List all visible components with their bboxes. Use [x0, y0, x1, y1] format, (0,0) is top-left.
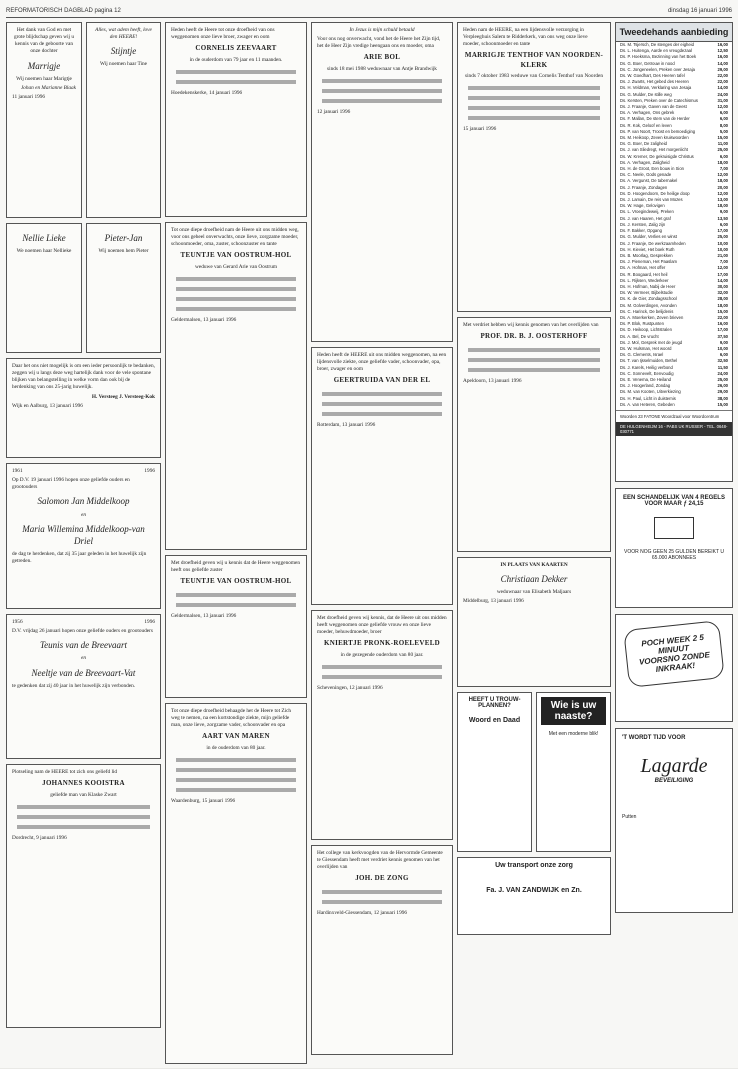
book-row: Ds. J. Fraanje, Zondagen 20,00: [620, 184, 728, 190]
death-notice-zeevaart: [165, 22, 307, 217]
book-row: Ds. H. Paul, Licht in duisternis 38,00: [620, 395, 728, 401]
notice-name: JOHANNES KOOISTRA: [42, 779, 125, 788]
notice-name: Nellie Lieke: [22, 233, 66, 243]
book-row: Ds. Kersten, Preken over de Catechismus 31,00: [620, 97, 728, 103]
book-row: Ds. A. Verhagen, Ons gebrek 6,00: [620, 110, 728, 116]
notice-date: 12 januari 1996: [317, 109, 351, 115]
book-row: Ds. H. Kieviet, Het boek Ruth 10,00: [620, 246, 728, 252]
death-notice-dekker: [457, 557, 611, 687]
book-row: Ds. F. Bakker, Opgang 17,00: [620, 228, 728, 234]
notice-title: Alles, wat adem heeft, love den HEERE!: [95, 27, 152, 41]
notice-name: Pieter-Jan: [104, 233, 143, 243]
book-row: Ds. M. van Kooten, Uitverkiezing 29,00: [620, 389, 728, 395]
notice-and: en: [81, 655, 86, 662]
book-row: Ds. L. Vroegindeweij, Preken 9,00: [620, 209, 728, 215]
notice-name: TEUNTJE VAN OOSTRUM-HOL: [180, 577, 292, 586]
book-row: Ds. J. Zwarts, Het gebed des Heeren 22,00: [620, 79, 728, 85]
death-notice-oostrum-2: [165, 555, 307, 698]
notice-date: Hardinxveld-Giessendam, 12 januari 1996: [317, 909, 408, 916]
ad-title: 'T WORDT TIJD VOOR: [622, 735, 686, 741]
notice-title: IN PLAATS VAN KAARTEN: [500, 562, 568, 568]
notice-date: Middelburg, 13 januari 1996: [463, 598, 524, 605]
ad-title: POCH WEEK 2 5 MINUUT VOORSNO ZONDE INKRAAK!: [623, 620, 725, 688]
column-1: [6, 22, 161, 1033]
notice-sign: Johan en Marianne Blaak: [20, 84, 76, 91]
book-row: Ds. W. Vermeer, Bijbelstudie 32,00: [620, 290, 728, 296]
year-end: 1996: [144, 468, 155, 474]
notice-sub: Wij noemen haar Tine: [99, 61, 147, 68]
notice-date: Waardenburg, 15 januari 1996: [171, 798, 236, 804]
sidebar-title: Tweedehands aanbieding: [616, 23, 732, 42]
book-row: Ds. J. Kersten, Zalig zijn 6,00: [620, 221, 728, 227]
notice-sub: Wij noemen hem Pieter: [98, 248, 149, 255]
book-row: Ds. W. Kremer, De gekruisigde Christus 6,00: [620, 153, 728, 159]
ad-schandelijk: [615, 488, 733, 608]
ad-poch-week: [615, 614, 733, 722]
ad-cta: Woord en Daad: [468, 717, 521, 724]
header-right: dinsdag 16 januari 1996: [667, 8, 732, 14]
notice-sub: weduwe van Gerard Arie van Oostrum: [195, 263, 277, 270]
book-row: Ds. J. Pieneman, Het Paaslam 7,00: [620, 259, 728, 265]
notice-name: GEERTRUIDA VAN DER EL: [333, 376, 431, 385]
ad-brand: Lagarde: [640, 755, 708, 777]
book-row: Ds. M. Tsjersch, De stenges der eigheid 16,00: [620, 42, 728, 47]
ad-title: EEN SCHANDELIJK VAN 4 REGELS VOOR MAAR ƒ 24,15: [623, 495, 725, 507]
book-row: Ds. K. de Gier, Zondagsschool 28,00: [620, 296, 728, 302]
notice-name: Teunis van de Breevaart: [39, 640, 128, 651]
notice-name: JOH. DE ZONG: [355, 874, 409, 883]
notice-sub: sinds 7 oktober 1983 weduwe van Cornelis Tenthof van Noorden: [465, 73, 603, 80]
book-row: Ds. H. de Groot, Een bouw in Sion 7,00: [620, 166, 728, 172]
notice-sub: We noemen haar Nellieke: [16, 248, 72, 255]
notice-text-tail: te gedenken dat zij 40 jaar in het huwelijk zijn verbonden.: [12, 682, 136, 689]
sidebar-offer: [615, 22, 733, 482]
book-row: Ds. R. Boogaard, Het heil 17,00: [620, 271, 728, 277]
notice-text: Heden heeft de HEERE uit ons midden weggenomen, na een lijdensvolle ziekte, onze geliefde vader, schoonvader, opa, broer, zwager en oom: [317, 352, 447, 373]
notice-name-2: Maria Willemina Middelkoop-van Driel: [22, 523, 145, 546]
book-row: Ds. J. van Haaren, Het graf 13,50: [620, 215, 728, 221]
notice-date: Rotterdam, 13 januari 1996: [317, 421, 376, 428]
notice-text: D.V. vrijdag 26 januari hopen onze geliefde ouders en grootouders: [12, 628, 153, 635]
anniversary-notice-middelkoop: [6, 463, 161, 609]
page-header: [6, 6, 732, 18]
book-row: Ds. R. Kok, Geloof en leven 8,00: [620, 122, 728, 128]
death-notice-van-maren: [165, 703, 307, 1064]
notice-sub: in de ouderdom van 79 jaar en 11 maanden.: [189, 56, 283, 63]
book-row: Ds. E. Venema, De Heiland 25,00: [620, 376, 728, 382]
column-4: [457, 22, 611, 935]
thanks-notice: [6, 358, 161, 458]
death-notice-van-der-el: [311, 347, 453, 605]
notice-and: en: [81, 511, 86, 518]
book-row: Ds. G. Clements, Israel 6,00: [620, 352, 728, 358]
book-row: Ds. A. Hofman, Het offer 12,00: [620, 265, 728, 271]
book-row: Ds. F. Mallan, De stem van de Herder 6,00: [620, 116, 728, 122]
notice-text: Tot onze diepe droefheid behaagde het de Heere tot Zich weg te nemen, na een kortstondige ziekte, mijn geliefde man, onze lieve, zorgzame vader, schoonvader en opa: [171, 708, 292, 729]
notice-name: CORNELIS ZEEVAART: [195, 44, 277, 53]
book-row: Ds. A. Moerkerken, Zeven brieven 22,00: [620, 314, 728, 320]
ad-place: Putten: [622, 814, 637, 820]
death-notice-kooistra: [6, 764, 161, 1028]
notice-name-2: Neeltje van de Breevaart-Vat: [31, 667, 136, 678]
book-row: Ds. L. Huitenga, Aarde en vreugdezaal 12,50: [620, 48, 728, 54]
ad-title: HEEFT U TROUW-PLANNEN?: [468, 697, 521, 709]
notice-name: Stijntje: [110, 46, 137, 57]
book-row: Ds. G. Boer, Getrouw in nood 14,00: [620, 60, 728, 66]
notice-text: Plotseling nam de HEERE tot zich ons geliefd lid: [12, 769, 118, 775]
book-row: Ds. A. Vergunst, De tabernakel 18,00: [620, 178, 728, 184]
column-2: [165, 22, 307, 1069]
notice-sub: sinds 18 mei 1988 weduwnaar van Antje Brandwijk: [327, 65, 437, 72]
notice-text: Met droefheid geven wij u kennis dat de Heere weggenomen heeft ons geliefde zuster: [171, 560, 300, 574]
notice-text: Met verdriet hebben wij kennis genomen van het overlijden van: [463, 322, 599, 328]
notice-text: Tot onze diepe droefheid nam de Heere uit ons midden weg, voor ons geheel onverwachts, onze lieve, zorgzame moeder, schoonmoeder, oma, zuster, schoonzuster en tante: [171, 227, 299, 248]
book-row: Ds. J. Fraanje, Gaven van de Geest 12,00: [620, 104, 728, 110]
book-row: Ds. J. Mol, Gesprek met de jeugd 9,00: [620, 339, 728, 345]
book-row: Ds. A. Bel, De vrucht 37,50: [620, 333, 728, 339]
death-notice-de-zong: [311, 845, 453, 1055]
book-row: Ds. D. Heikoop, Lichtstralen 17,00: [620, 327, 728, 333]
book-row: Ds. W. Hage, Gelovigen 18,00: [620, 203, 728, 209]
birth-notice-stijntje: [86, 22, 161, 218]
notice-text-tail: de dag te herdenken, dat zij 35 jaar geleden in het huwelijk zijn getreden.: [12, 550, 147, 565]
notice-date: Scheveningen, 12 januari 1996: [317, 685, 383, 691]
book-row: Ds. P. Blok, Rustpunten 16,00: [620, 321, 728, 327]
ad-company: Fa. J. VAN ZANDWIJK en Zn.: [486, 887, 582, 894]
notice-name: KNIERTJE PRONK-ROELEVELD: [323, 639, 441, 648]
ad-trouwplannen: [457, 692, 532, 852]
notice-text: Op D.V. 19 januari 1996 hopen onze geliefde ouders en grootouders: [12, 477, 130, 491]
book-row: Ds. J. Fraanje, De werkzaamheden 10,00: [620, 240, 728, 246]
notice-text: Met droefheid geven wij kennis, dat de Heere uit ons midden heeft weggenomen onze geliefde vrouw en onze lieve moeder, behuwdmoeder, broer: [317, 615, 447, 636]
header-left: REFORMATORISCH DAGBLAD pagina 12: [6, 8, 121, 14]
sidebar-footer: DE HULGENHEIJM 16 - PABS UK RUSSER - TEL. 0648-030771: [616, 422, 732, 436]
year-start: 1961: [12, 468, 23, 474]
sidebar-note: Woorden 23 FATONE Woordzaal voor Woordcentrum: [616, 410, 732, 422]
notice-sub: in de ouderdom van 80 jaar.: [206, 744, 266, 751]
book-row: Ds. G. Boer, De zaligheid 11,00: [620, 141, 728, 147]
book-row: Ds. W. Goedhart, Des Heeren tafel 22,00: [620, 73, 728, 79]
ad-title: Uw transport onze zorg: [495, 862, 573, 869]
death-notice-oostrum: [165, 222, 307, 550]
book-row: Ds. A. Verhagen, Zaligheid 18,00: [620, 159, 728, 165]
book-row: Ds. C. Neele, Gods genade 12,00: [620, 172, 728, 178]
notice-text: Het college van kerkvoogden van de Hervormde Gemeente te Giessendam heeft met verdriet kennis genomen van het overlijden van: [317, 850, 443, 871]
book-row: Ds. G. Mulder, Verlies en winst 25,00: [620, 234, 728, 240]
notice-name: Salomon Jan Middelkoop: [37, 496, 130, 507]
death-notice-tenthof: [457, 22, 611, 312]
notice-name: ARIE BOL: [363, 53, 401, 62]
notice-title: Het dank van God en met grote blijdschap geven wij u kennis van de geboorte van onze dochter: [13, 27, 75, 55]
notice-date: Geldermalsen, 13 januari 1996: [171, 317, 237, 323]
book-row: Ds. B. Moorlag, Gesprekken 21,00: [620, 252, 728, 258]
notice-name: TEUNTJE VAN OOSTRUM-HOL: [180, 251, 292, 260]
notice-quote: In Jezus is mijn schuld betaald: [349, 27, 415, 33]
notice-sub: Wij noemen haar Marigtje: [16, 75, 72, 82]
anniversary-notice-breevaart: [6, 614, 161, 759]
notice-date: Dordrecht, 9 januari 1996: [12, 834, 67, 841]
book-row: Ds. P. van Noort, Troost en bemoediging 5,00: [620, 128, 728, 134]
ad-title: Wie is uw naaste?: [541, 697, 606, 725]
ad-sub: BEVEILIGING: [654, 778, 694, 784]
birth-notice-marrigje: [6, 22, 82, 218]
ad-wie-is-uw-naaste: [536, 692, 611, 852]
notice-text: Voor ons nog onverwacht, vond het de Heere het Zijn tijd, het de Heer Zijn vredige heengaan ons en moeder, oma: [317, 36, 441, 50]
notice-sub: in de gezegende ouderdom van 80 jaar.: [340, 651, 424, 658]
death-notice-pronk: [311, 610, 453, 840]
notice-sign: H. Versteeg J. Versteeg-Kok: [91, 393, 155, 400]
sidebar-ads: [615, 488, 733, 913]
notice-text: Heden nam de HEERE, na een lijdensvolle verzorging in Verpleeghuis Salem te Ridderkerk, van ons weg onze lieve moeder, schoonmoeder en tante: [463, 27, 588, 48]
death-notice-bol: [311, 22, 453, 342]
notice-name: PROF. DR. B. J. OOSTERHOFF: [480, 332, 588, 341]
ad-lagarde: [615, 728, 733, 913]
book-row: Ds. J. Karels, Heilig verbond 11,50: [620, 364, 728, 370]
notice-date: Geldermalsen, 13 januari 1996: [171, 612, 237, 619]
notice-sub: weduwnaar van Elisabeth Maljaars: [496, 589, 572, 596]
notice-name: Marrigje: [27, 60, 61, 71]
book-row: Ds. T. van Ijsselmuiden, Bethel 32,50: [620, 358, 728, 364]
book-row: Ds. L. Rijksen, Wederkeer 14,00: [620, 277, 728, 283]
column-3: [311, 22, 453, 1060]
book-row: Ds. J. Hoogerland, Zondag 26,00: [620, 383, 728, 389]
notice-text: Daar het ons niet mogelijk is om een ieder persoonlijk te bedanken, zeggen wij u langs deze weg hartelijk dank voor de vele spontane blijken van belangstelling in welke vorm dan ook bij de herdenking van ons 25-jarig huwelijk.: [12, 363, 155, 391]
notice-date: 11 januari 1996: [12, 93, 46, 100]
book-row: Ds. A. van Heteren, Gebeden 15,00: [620, 401, 728, 407]
notice-text: Heden heeft de Heere tot onze droefheid van ons weggenomen onze lieve broer, zwager en oom: [171, 27, 275, 41]
notice-date: Apeldoorn, 13 januari 1996: [463, 377, 522, 384]
book-row: Ds. H. Veldman, Verklaring van Jesaja 14,00: [620, 85, 728, 91]
book-row: Ds. C. Harinck, De belijdenis 15,00: [620, 308, 728, 314]
notice-name: AART VAN MAREN: [202, 732, 270, 741]
year-start: 1956: [12, 619, 23, 625]
death-notice-oosterhoff: [457, 317, 611, 552]
book-row: Ds. C. Sonnevelt, Eenvoudig 24,00: [620, 370, 728, 376]
notice-date: Hoedekenskerke, 14 januari 1996: [171, 89, 243, 96]
ad-cta: VOOR NOG GEEN 25 GULDEN BEREIKT U 65.000 ABONNEES: [624, 549, 724, 561]
year-end: 1996: [144, 619, 155, 625]
notice-name: Christiaan Dekker: [500, 574, 568, 585]
ad-transport: [457, 857, 611, 935]
book-row: Ds. H. Hofman, Nabij de Heer 30,00: [620, 283, 728, 289]
book-row: Ds. J. Lamain, De reis van Mozes 13,00: [620, 197, 728, 203]
ad-sub: Met een moderne blik!: [548, 731, 599, 737]
book-row: Ds. D. Hoogendoorn, De heilige doop 12,00: [620, 190, 728, 196]
notice-name: MARRIGJE TENTHOF VAN NOORDEN-KLERK: [464, 51, 604, 69]
book-row: Ds. C. Jongeneelen, Preken over Jesaja 29,00: [620, 66, 728, 72]
book-row: Ds. G. Mulder, De stille weg 24,00: [620, 91, 728, 97]
birth-notice-nellie: [6, 223, 82, 353]
book-row: Ds. M. Golverdingen, Avonden 18,00: [620, 302, 728, 308]
book-row: Ds. W. Hulsman, Het woord 10,00: [620, 345, 728, 351]
notice-place: Wijk en Aalburg, 13 januari 1996: [12, 402, 83, 409]
notice-sub: geliefde man van Klaske Zwart: [50, 791, 117, 798]
notice-date: 15 januari 1996: [463, 126, 497, 133]
book-row: Ds. M. Heikoop, Zeven kruiswoorden 15,00: [620, 135, 728, 141]
ad-icon: [654, 517, 694, 539]
book-row: Ds. P. Hoeksma, Bezinning van het Boek 16,00: [620, 54, 728, 60]
book-row: Ds. J. van Sliedregt, Het morgenlicht 25,00: [620, 147, 728, 153]
book-list: [616, 42, 732, 408]
birth-notice-pieter-jan: [86, 223, 161, 353]
